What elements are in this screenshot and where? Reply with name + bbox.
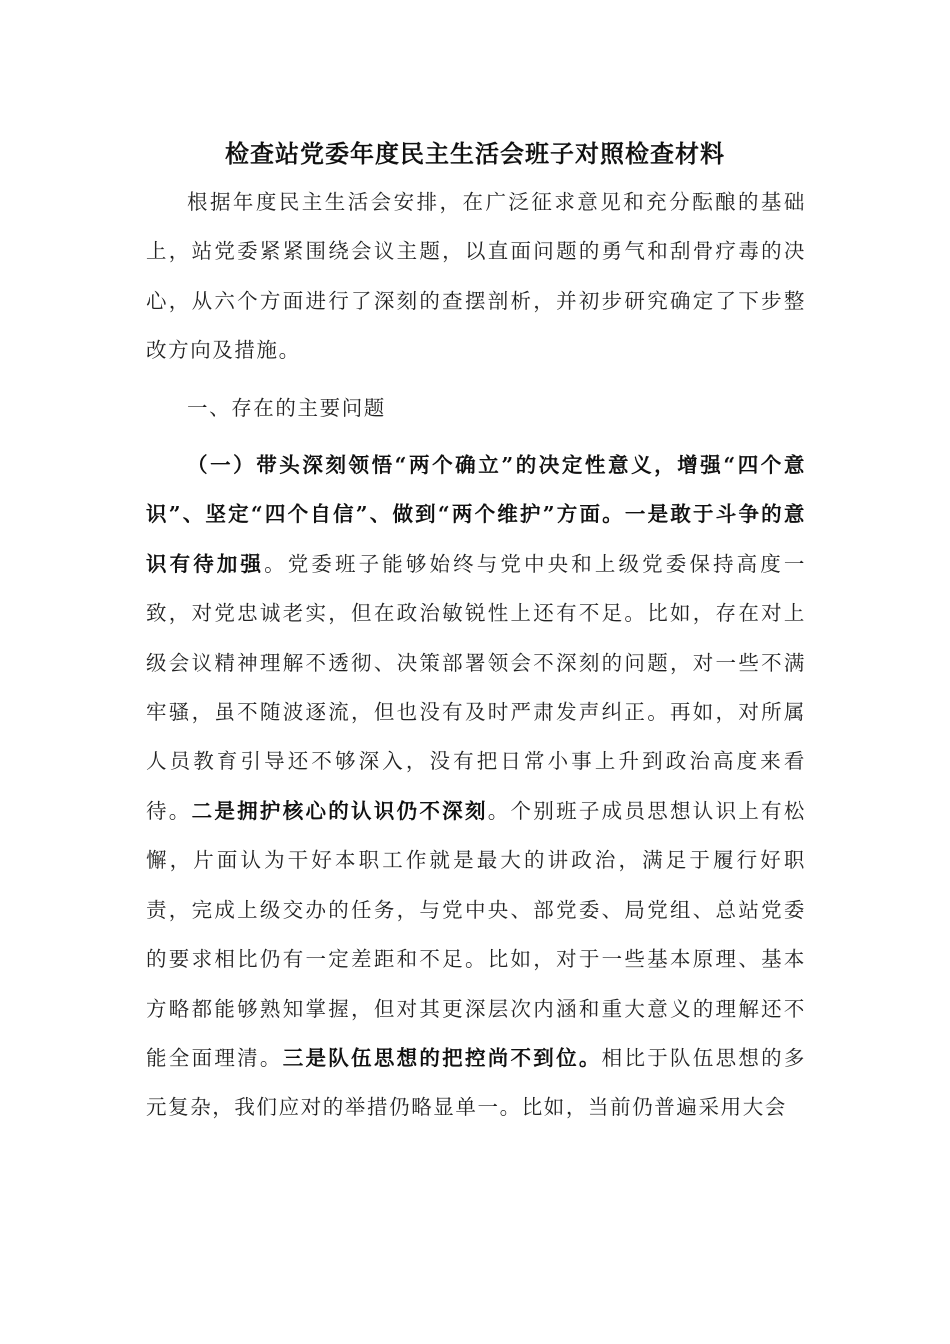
intro-paragraph: 根据年度民主生活会安排，在广泛征求意见和充分酝酿的基础上，站党委紧紧围绕会议主题，以直面问题的勇气和刮骨疗毒的决心，从六个方面进行了深刻的查摆剖析，并初步研究确定了下步整改方向及措施。 [146,190,806,363]
point2-text: 。个别班子成员思想认识上有松懈，片面认为干好本职工作就是最大的讲政治，满足于履行好职责，完成上级交办的任务，与党中央、部党委、局党组、总站党委的要求相比仍有一定差距和不足。比如，对于一些基本原理、基本方略都能够熟知掌握，但对其更深层次内涵和重大意义的理解还不能全面理清。 [146,798,807,1070]
section-one-heading: （一）带头深刻领悟“两个确立”的决定性意义，增强“四个意识”、坚定“四个自信”、做到“两个维护”方面。 [146,453,806,527]
section-heading: 一、存在的主要问题 [187,395,386,420]
point1-text: 。党委班子能够始终与党中央和上级党委保持高度一致，对党忠诚老实，但在政治敏锐性上还有不足。比如，存在对上级会议精神理解不透彻、决策部署领会不深刻的问题，对一些不满牢骚，虽不随波逐流，但也没有及时严肃发声纠正。再如，对所属人员教育引导还不够深入，没有把日常小事上升到政治高度来看待。 [146,551,806,823]
document-body [146,178,806,1133]
point3-title: 三是队伍思想的把控尚不到位。 [282,1045,602,1070]
section-one-paragraph [146,441,806,1133]
point3-text: 相比于队伍思想的多元复杂，我们应对的举措仍略显单一。比如，当前仍普遍采用大会 [146,1045,807,1120]
point1-title: 一是敢于斗争的意识有待加强 [146,502,806,576]
document-title: 检查站党委年度民主生活会班子对照检查材料 [225,139,725,168]
point2-title: 二是拥护核心的认识仍不深刻 [191,798,488,823]
